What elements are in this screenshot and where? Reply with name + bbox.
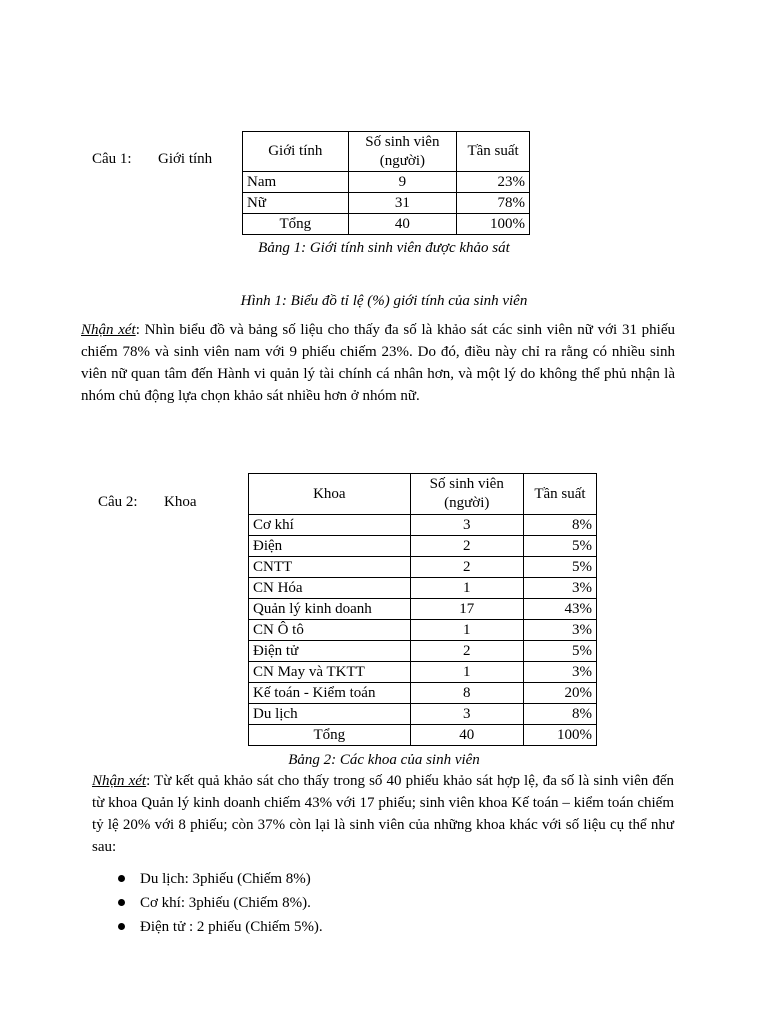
list-item: Du lịch: 3phiếu (Chiếm 8%): [116, 867, 323, 891]
cell-count: 2: [410, 641, 523, 662]
q2-label: Câu 2:: [98, 494, 138, 510]
cell-count: 1: [410, 578, 523, 599]
table-row: [249, 704, 597, 725]
q2-remark: [92, 770, 674, 858]
cell-count: 1: [410, 620, 523, 641]
cell-department: Du lịch: [249, 704, 411, 725]
cell-total-label: Tổng: [243, 214, 349, 235]
q1-title: Giới tính: [158, 151, 213, 167]
cell-frequency: 3%: [523, 620, 596, 641]
table-row: [243, 172, 530, 193]
header-gender: Giới tính: [243, 132, 349, 172]
cell-frequency: 3%: [523, 662, 596, 683]
cell-total-count: 40: [348, 214, 457, 235]
cell-department: Quản lý kinh doanh: [249, 599, 411, 620]
cell-frequency: 23%: [457, 172, 530, 193]
table-total-row: [243, 214, 530, 235]
q1-remark: [81, 319, 675, 407]
cell-total-frequency: 100%: [523, 725, 596, 746]
cell-count: 8: [410, 683, 523, 704]
cell-department: Điện: [249, 536, 411, 557]
cell-count: 3: [410, 515, 523, 536]
table-row: [243, 193, 530, 214]
cell-frequency: 5%: [523, 536, 596, 557]
q1-label: Câu 1:: [92, 151, 132, 167]
cell-department: CNTT: [249, 557, 411, 578]
cell-frequency: 3%: [523, 578, 596, 599]
q2-table: [248, 473, 597, 746]
header-department: Khoa: [249, 474, 411, 515]
cell-count: 1: [410, 662, 523, 683]
remark-text: : Từ kết quả khảo sát cho thấy trong số 40 phiếu khảo sát hợp lệ, đa số là sinh viên đến từ khoa Quản lý kinh doanh chiếm 43% với 17 phiếu; sinh viên khoa Kế toán – kiểm toán chiếm tỷ lệ 20% với 8 phiếu; còn 37% còn lại là sinh viên của những khoa khác với số liệu cụ thể như sau:: [92, 773, 674, 855]
cell-department: Điện tử: [249, 641, 411, 662]
table-header-row: [249, 474, 597, 515]
cell-count: 2: [410, 557, 523, 578]
table-total-row: [249, 725, 597, 746]
header-count: Số sinh viên (người): [410, 474, 523, 515]
header-frequency: Tần suất: [457, 132, 530, 172]
table-row: [249, 641, 597, 662]
table-row: [249, 578, 597, 599]
q2-title: Khoa: [164, 494, 197, 510]
table-row: [249, 515, 597, 536]
cell-frequency: 8%: [523, 515, 596, 536]
table-row: [249, 683, 597, 704]
cell-frequency: 43%: [523, 599, 596, 620]
cell-total-count: 40: [410, 725, 523, 746]
cell-gender: Nữ: [243, 193, 349, 214]
cell-count: 17: [410, 599, 523, 620]
cell-frequency: 5%: [523, 641, 596, 662]
table-row: [249, 620, 597, 641]
list-item: Điện tử : 2 phiếu (Chiếm 5%).: [116, 915, 323, 939]
q1-table: [242, 131, 530, 235]
table-header-row: [243, 132, 530, 172]
cell-department: Kế toán - Kiểm toán: [249, 683, 411, 704]
cell-gender: Nam: [243, 172, 349, 193]
q1-table-caption: Bảng 1: Giới tính sinh viên được khảo sát: [258, 240, 510, 256]
cell-count: 2: [410, 536, 523, 557]
cell-department: CN May và TKTT: [249, 662, 411, 683]
cell-department: Cơ khí: [249, 515, 411, 536]
cell-total-label: Tổng: [249, 725, 411, 746]
remark-label: Nhận xét: [92, 773, 147, 789]
cell-frequency: 20%: [523, 683, 596, 704]
header-count: Số sinh viên (người): [348, 132, 457, 172]
cell-frequency: 8%: [523, 704, 596, 725]
remark-text: : Nhìn biểu đồ và bảng số liệu cho thấy đa số là khảo sát các sinh viên nữ với 31 phiếu chiếm 78% và sinh viên nam với 9 phiếu chiếm 23%. Do đó, điều này chỉ ra rằng có nhiều sinh viên nữ quan tâm đến Hành vi quản lý tài chính cá nhân hơn, và một lý do không thể phủ nhận là nhóm chủ động lựa chọn khảo sát nhiều hơn ở nhóm nữ.: [81, 322, 675, 404]
cell-frequency: 5%: [523, 557, 596, 578]
cell-count: 3: [410, 704, 523, 725]
table-row: [249, 536, 597, 557]
cell-frequency: 78%: [457, 193, 530, 214]
remark-label: Nhận xét: [81, 322, 136, 338]
table-row: [249, 662, 597, 683]
header-frequency: Tần suất: [523, 474, 596, 515]
cell-total-frequency: 100%: [457, 214, 530, 235]
table-row: [249, 599, 597, 620]
cell-department: CN Hóa: [249, 578, 411, 599]
q2-table-caption: Bảng 2: Các khoa của sinh viên: [288, 752, 480, 768]
cell-count: 31: [348, 193, 457, 214]
q1-figure-caption: Hình 1: Biểu đồ tỉ lệ (%) giới tính của sinh viên: [240, 293, 528, 309]
cell-department: CN Ô tô: [249, 620, 411, 641]
q2-bullet-list: [116, 867, 323, 939]
table-row: [249, 557, 597, 578]
q2-table-body: [249, 515, 597, 746]
cell-count: 9: [348, 172, 457, 193]
list-item: Cơ khí: 3phiếu (Chiếm 8%).: [116, 891, 323, 915]
